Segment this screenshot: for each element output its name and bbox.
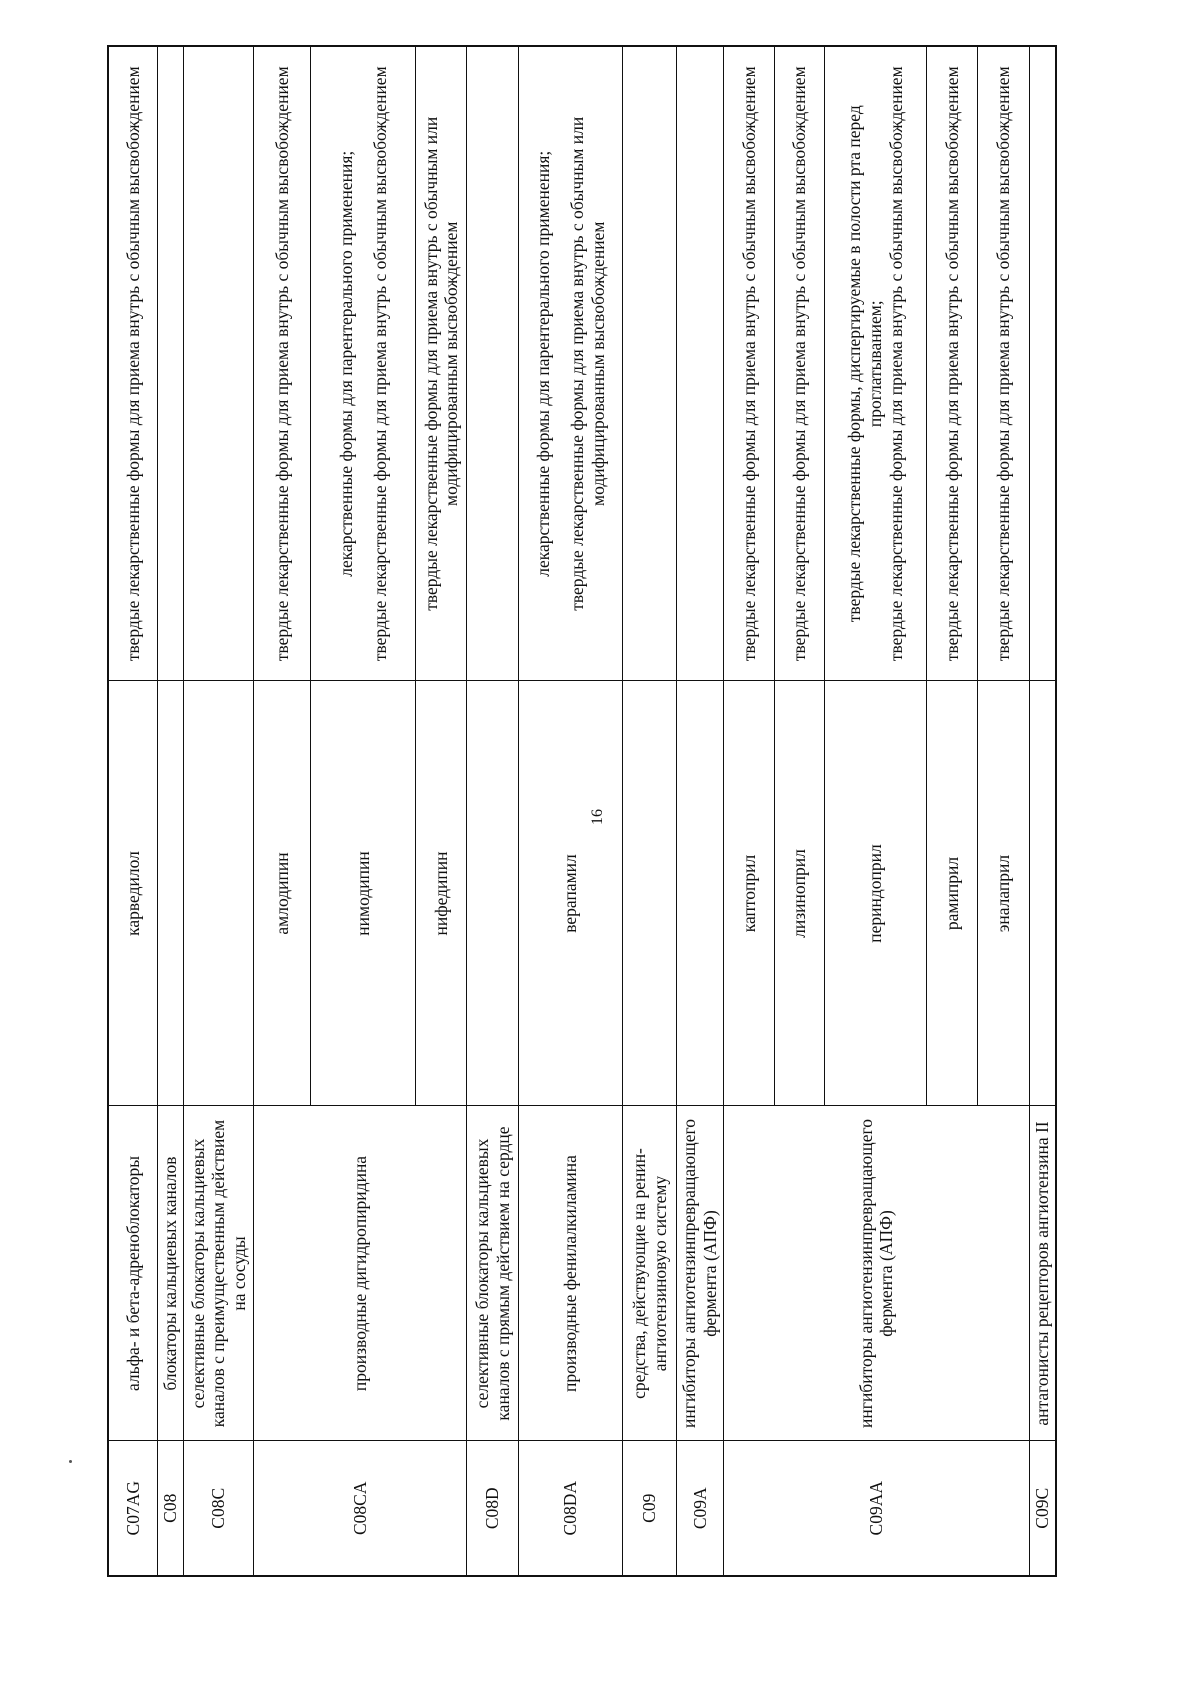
dosage-form-text: твердые лекарственные формы для приема внутрь с обычным высвобождением	[993, 66, 1014, 662]
table-row	[467, 46, 518, 1576]
dosage-form-cell	[416, 46, 467, 681]
dosage-form-text: твердые лекарственные формы для приема внутрь с обычным высвобождением	[789, 66, 810, 662]
dosage-form-text: твердые лекарственные формы для приема внутрь с обычным высвобождением	[941, 66, 962, 662]
drug-name-cell	[184, 681, 253, 1106]
drug-name-cell: эналаприл	[978, 681, 1029, 1106]
drug-name-cell: амлодипин	[253, 681, 311, 1106]
atc-code-cell: C08CA	[253, 1441, 467, 1576]
dosage-form-cell	[978, 46, 1029, 681]
drug-name-cell	[157, 681, 184, 1106]
atc-code-cell: C09A	[676, 1441, 723, 1576]
pharmacological-group-cell: производные фенилалкиламина	[518, 1106, 623, 1441]
dosage-form-text: твердые лекарственные формы, диспергируемые в полости рта перед проглатыванием;	[844, 105, 885, 623]
dosage-form-cell	[157, 46, 184, 681]
scan-speck	[69, 1460, 72, 1463]
rotated-table-container	[107, 47, 1057, 1577]
dosage-form-cell	[467, 46, 518, 681]
pharmacological-group-cell: ингибиторы ангиотензинпревращающего фермента (АПФ)	[676, 1106, 723, 1441]
dosage-form-text: лекарственные формы для парентерального применения;	[335, 150, 356, 577]
drug-name-cell: рамиприл	[927, 681, 978, 1106]
pharmacological-group-cell: селективные блокаторы кальциевых каналов с прямым действием на сердце	[467, 1106, 518, 1441]
pharmacological-group-cell: блокаторы кальциевых каналов	[157, 1106, 184, 1441]
drug-name-cell	[623, 681, 676, 1106]
dosage-form-cell	[724, 46, 775, 681]
atc-code-cell: C08D	[467, 1441, 518, 1576]
dosage-form-cell	[623, 46, 676, 681]
pharmacological-group-cell: альфа- и бета-адреноблокаторы	[108, 1106, 157, 1441]
atc-code-cell: C08	[157, 1441, 184, 1576]
dosage-form-text: твердые лекарственные формы для приема внутрь с обычным высвобождением	[885, 66, 906, 662]
table-row	[108, 46, 157, 1576]
atc-code-cell: C08DA	[518, 1441, 623, 1576]
dosage-form-cell	[311, 46, 416, 681]
page-number: 16	[589, 809, 606, 825]
dosage-form-text: твердые лекарственные формы для приема внутрь с обычным или модифицированным высвобождением	[567, 116, 608, 611]
pharmacological-group-cell: селективные блокаторы кальциевых каналов с преимущественным действием на сосуды	[184, 1106, 253, 1441]
table-row	[1029, 46, 1056, 1576]
dosage-form-cell	[1029, 46, 1056, 681]
drug-table	[107, 45, 1057, 1577]
pharmacological-group-cell: производные дигидропиридина	[253, 1106, 467, 1441]
drug-name-cell: верапамил	[518, 681, 623, 1106]
pharmacological-group-cell: средства, действующие на ренин-ангиотензиновую систему	[623, 1106, 676, 1441]
drug-name-cell: карведилол	[108, 681, 157, 1106]
drug-name-cell	[676, 681, 723, 1106]
dosage-form-cell	[253, 46, 311, 681]
table-row	[676, 46, 723, 1576]
dosage-form-text: твердые лекарственные формы для приема внутрь с обычным или модифицированным высвобождением	[420, 116, 462, 611]
dosage-form-text: твердые лекарственные формы для приема внутрь с обычным высвобождением	[122, 66, 143, 662]
atc-code-cell: C07AG	[108, 1441, 157, 1576]
dosage-form-text: лекарственные формы для парентерального применения;	[532, 150, 553, 577]
dosage-form-text: твердые лекарственные формы для приема внутрь с обычным высвобождением	[271, 66, 292, 662]
drug-name-cell	[467, 681, 518, 1106]
atc-code-cell: C09	[623, 1441, 676, 1576]
pharmacological-group-cell: антагонисты рецепторов ангиотензина II	[1029, 1106, 1056, 1441]
dosage-form-cell	[927, 46, 978, 681]
dosage-form-cell	[184, 46, 253, 681]
dosage-form-cell	[518, 46, 623, 681]
table-row	[623, 46, 676, 1576]
dosage-form-cell	[676, 46, 723, 681]
pharmacological-group-cell: ингибиторы ангиотензинпревращающего фермента (АПФ)	[724, 1106, 1030, 1441]
dosage-form-text: твердые лекарственные формы для приема внутрь с обычным высвобождением	[738, 66, 759, 662]
table-row	[518, 46, 623, 1576]
drug-name-cell: лизиноприл	[775, 681, 824, 1106]
table-row	[253, 46, 311, 1576]
atc-code-cell: C09C	[1029, 1441, 1056, 1576]
drug-name-cell: периндоприл	[824, 681, 927, 1106]
atc-code-cell: C09AA	[724, 1441, 1030, 1576]
dosage-form-cell	[824, 46, 927, 681]
drug-name-cell: нимодипин	[311, 681, 416, 1106]
drug-name-cell: нифедипин	[416, 681, 467, 1106]
atc-code-cell: C08C	[184, 1441, 253, 1576]
dosage-form-text: твердые лекарственные формы для приема внутрь с обычным высвобождением	[370, 66, 391, 662]
drug-name-cell	[1029, 681, 1056, 1106]
dosage-form-cell	[108, 46, 157, 681]
table-row	[157, 46, 184, 1576]
table-row	[184, 46, 253, 1576]
drug-name-cell: каптоприл	[724, 681, 775, 1106]
table-row	[724, 46, 775, 1576]
dosage-form-cell	[775, 46, 824, 681]
